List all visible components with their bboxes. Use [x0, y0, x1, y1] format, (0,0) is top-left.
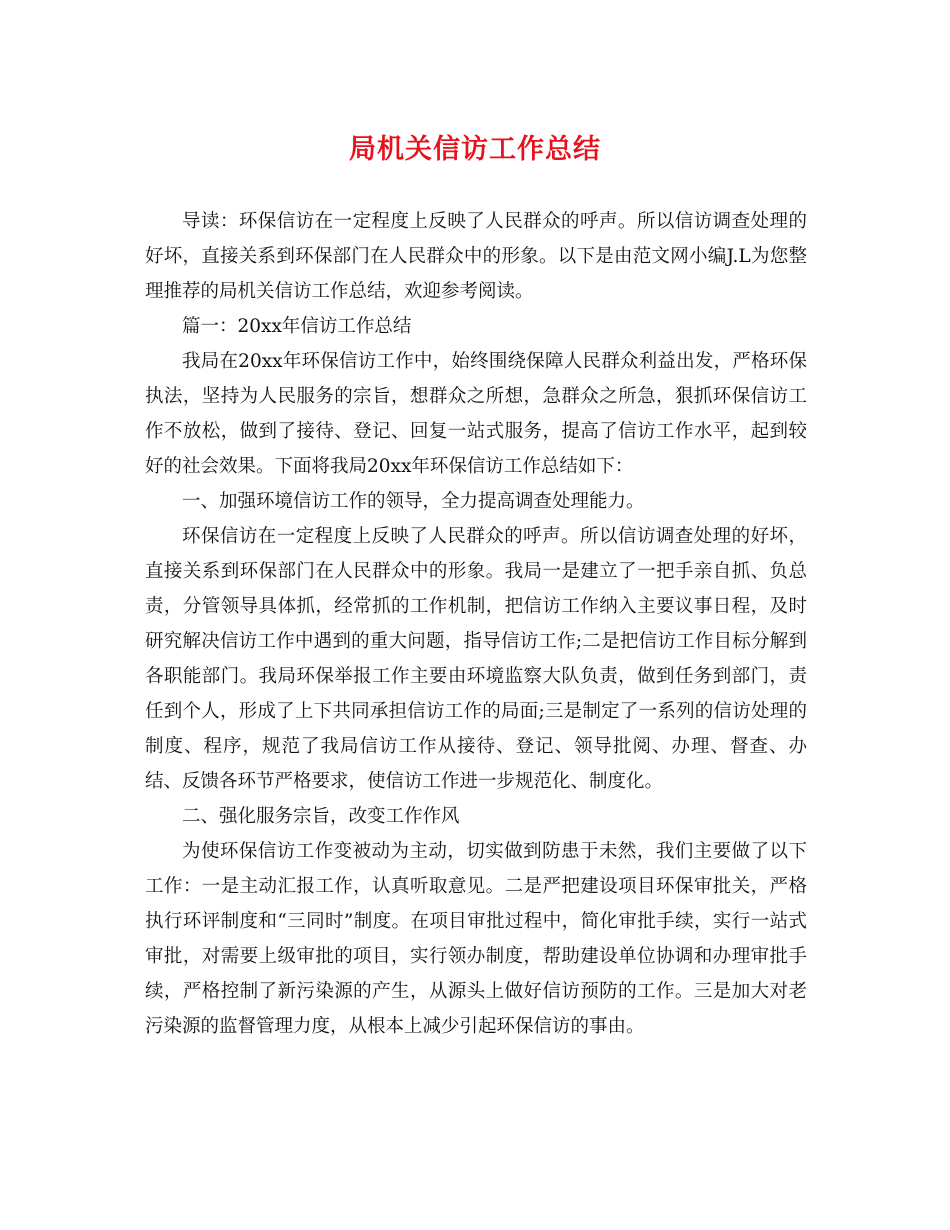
- paragraph-leadership: 环保信访在一定程度上反映了人民群众的呼声。所以信访调查处理的好坏，直接关系到环保部门在人民群众中的形象。我局一是建立了一把手亲自抓、负总责，分管领导具体抓，经常抓的工作机制，把信访工作纳入主要议事日程，及时研究解决信访工作中遇到的重大问题，指导信访工作;二是把信访工作目标分解到各职能部门。我局环保举报工作主要由环境监察大队负责，做到任务到部门，责任到个人，形成了上下共同承担信访工作的局面;三是制定了一系列的信访处理的制度、程序，规范了我局信访工作从接待、登记、领导批阅、办理、督查、办结、反馈各环节严格要求，使信访工作进一步规范化、制度化。: [145, 526, 807, 792]
- paragraph-heading-2: 二、强化服务宗旨，改变工作作风: [182, 806, 460, 827]
- paragraph-service: 为使环保信访工作变被动为主动，切实做到防患于未然，我们主要做了以下工作：一是主动汇报工作，认真听取意见。二是严把建设项目环保审批关，严格执行环评制度和“三同时”制度。在项目审批过程中，简化审批手续，实行一站式审批，对需要上级审批的项目，实行领办制度，帮助建设单位协调和办理审批手续，严格控制了新污染源的产生，从源头上做好信访预防的工作。三是加大对老污染源的监督管理力度，从根本上减少引起环保信访的事由。: [145, 841, 807, 1037]
- paragraph-overview: 我局在20xx年环保信访工作中，始终围绕保障人民群众利益出发，严格环保执法，坚持为人民服务的宗旨，想群众之所想，急群众之所急，狠抓环保信访工作不放松，做到了接待、登记、回复一站式服务，提高了信访工作水平，起到较好的社会效果。下面将我局20xx年环保信访工作总结如下：: [145, 351, 807, 477]
- document-title: 局机关信访工作总结: [349, 134, 601, 165]
- paragraph-section-heading: 篇一：20xx年信访工作总结: [182, 316, 412, 337]
- document-body: [145, 204, 807, 1044]
- paragraph-intro: 导读：环保信访在一定程度上反映了人民群众的呼声。所以信访调查处理的好坏，直接关系到环保部门在人民群众中的形象。以下是由范文网小编J.L为您整理推荐的局机关信访工作总结，欢迎参考阅读。: [145, 211, 807, 302]
- paragraph-heading-1: 一、加强环境信访工作的领导，全力提高调查处理能力。: [182, 491, 645, 512]
